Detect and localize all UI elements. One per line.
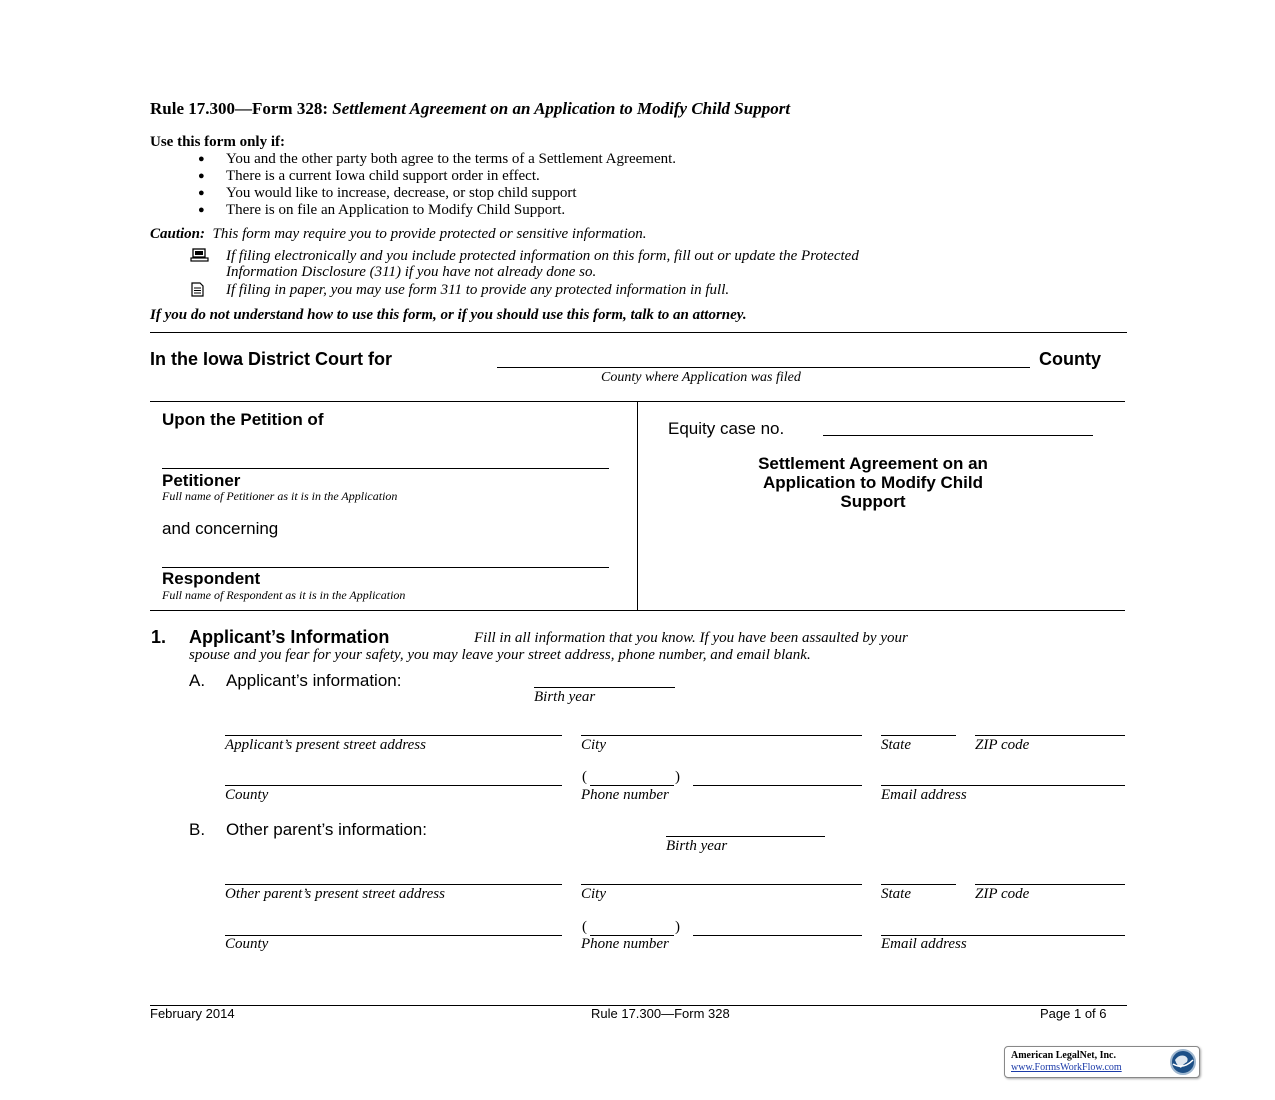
caution-label: Caution: [150, 226, 206, 242]
subsection-letter: A. [189, 671, 206, 690]
other-parent-info-label: Other parent’s information: [226, 820, 427, 839]
doc-title-line: Application to Modify Child [762, 473, 984, 492]
rule-number: Rule 17.300—Form 328: [150, 99, 329, 118]
city-caption: City [581, 737, 606, 753]
zip-caption: ZIP code [975, 886, 1030, 902]
footer-date: February 2014 [150, 1006, 235, 1021]
zip-caption: ZIP code [975, 737, 1030, 753]
use-form-item: There is on file an Application to Modify Child Support. [226, 202, 566, 218]
petitioner-name-field[interactable] [162, 468, 609, 469]
birth-year-caption: Birth year [666, 838, 728, 854]
logo-name: American LegalNet, Inc. [1011, 1050, 1116, 1061]
other-parent-birth-year-field[interactable] [666, 836, 825, 837]
case-no-label: Equity case no. [668, 419, 785, 438]
caution-electronic-2: Information Disclosure (311) if you have not already done so. [226, 264, 597, 280]
birth-year-caption: Birth year [534, 689, 596, 705]
other-parent-street-field[interactable] [225, 884, 562, 885]
applicant-phone-field[interactable] [693, 785, 862, 786]
other-parent-zip-field[interactable] [975, 884, 1125, 885]
divider [150, 610, 1125, 611]
form-title: Settlement Agreement on an Application to Modify Child Support [332, 99, 791, 118]
county-caption-label: County [225, 787, 269, 803]
caption-divider [637, 401, 638, 610]
respondent-note: Full name of Respondent as it is in the Application [162, 588, 406, 602]
street-caption: Applicant’s present street address [225, 737, 426, 753]
applicant-zip-field[interactable] [975, 735, 1125, 736]
court-prefix: In the Iowa District Court for [150, 349, 393, 369]
form-header [150, 99, 790, 119]
use-form-item: There is a current Iowa child support order in effect. [226, 168, 540, 184]
use-form-item: You would like to increase, decrease, or stop child support [226, 185, 577, 201]
doc-title-line: Support [840, 492, 906, 511]
state-caption: State [881, 737, 911, 753]
section-heading: Applicant’s Information [189, 627, 390, 647]
bullet-icon: ● [198, 153, 205, 165]
applicant-email-field[interactable] [881, 785, 1125, 786]
city-caption: City [581, 886, 606, 902]
applicant-state-field[interactable] [881, 735, 956, 736]
other-parent-county-field[interactable] [225, 935, 562, 936]
case-no-field[interactable] [823, 435, 1093, 436]
logo-url[interactable]: www.FormsWorkFlow.com [1011, 1062, 1122, 1073]
respondent-name-field[interactable] [162, 567, 609, 568]
phone-close-paren: ) [675, 919, 680, 935]
caution-text: This form may require you to provide protected or sensitive information. [212, 226, 647, 242]
section-instructions: spouse and you fear for your safety, you may leave your street address, phone number, and email blank. [189, 647, 811, 663]
other-parent-phone-field[interactable] [693, 935, 862, 936]
county-caption-label: County [225, 936, 269, 952]
section-instructions: Fill in all information that you know. If you have been assaulted by your [474, 630, 908, 646]
applicant-info-label: Applicant’s information: [226, 671, 402, 690]
and-concerning-label: and concerning [162, 519, 279, 538]
caution [150, 226, 647, 243]
use-form-heading: Use this form only if: [150, 134, 285, 150]
phone-caption: Phone number [581, 787, 669, 803]
footer-form: Rule 17.300—Form 328 [591, 1006, 730, 1021]
petitioner-note: Full name of Petitioner as it is in the Application [162, 489, 398, 503]
applicant-area-code-field[interactable] [590, 785, 674, 786]
petitioner-label: Petitioner [162, 471, 241, 490]
section-number: 1. [151, 627, 167, 647]
email-caption: Email address [881, 787, 967, 803]
county-field[interactable] [497, 367, 1030, 368]
bullet-icon: ● [198, 170, 205, 182]
computer-icon [190, 248, 210, 262]
petition-of-label: Upon the Petition of [162, 410, 324, 429]
divider [150, 332, 1127, 333]
bullet-icon: ● [198, 187, 205, 199]
american-legalnet-logo[interactable] [1004, 1046, 1200, 1078]
phone-open-paren: ( [582, 769, 587, 785]
footer-page: Page 1 of 6 [1040, 1006, 1107, 1021]
court-suffix: County [1039, 349, 1101, 369]
respondent-label: Respondent [162, 569, 261, 588]
caution-paper: If filing in paper, you may use form 311 to provide any protected information in full. [226, 282, 730, 298]
phone-close-paren: ) [675, 769, 680, 785]
county-caption: County where Application was filed [601, 370, 801, 385]
attorney-notice: If you do not understand how to use this form, or if you should use this form, talk to an attorney. [150, 307, 747, 323]
doc-title-line: Settlement Agreement on an [758, 454, 988, 473]
email-caption: Email address [881, 936, 967, 952]
other-parent-state-field[interactable] [881, 884, 956, 885]
bullet-icon: ● [198, 204, 205, 216]
state-caption: State [881, 886, 911, 902]
applicant-birth-year-field[interactable] [534, 687, 675, 688]
subsection-letter: B. [189, 820, 206, 839]
phone-caption: Phone number [581, 936, 669, 952]
use-form-item: You and the other party both agree to the terms of a Settlement Agreement. [226, 151, 677, 167]
other-parent-city-field[interactable] [581, 884, 862, 885]
phone-open-paren: ( [582, 919, 587, 935]
applicant-street-field[interactable] [225, 735, 562, 736]
paper-document-icon [190, 282, 206, 297]
caution-electronic-1: If filing electronically and you include protected information on this form, fill out or update the Protected [226, 248, 859, 264]
applicant-county-field[interactable] [225, 785, 562, 786]
street-caption: Other parent’s present street address [225, 886, 445, 902]
globe-icon [1169, 1048, 1197, 1076]
applicant-city-field[interactable] [581, 735, 862, 736]
